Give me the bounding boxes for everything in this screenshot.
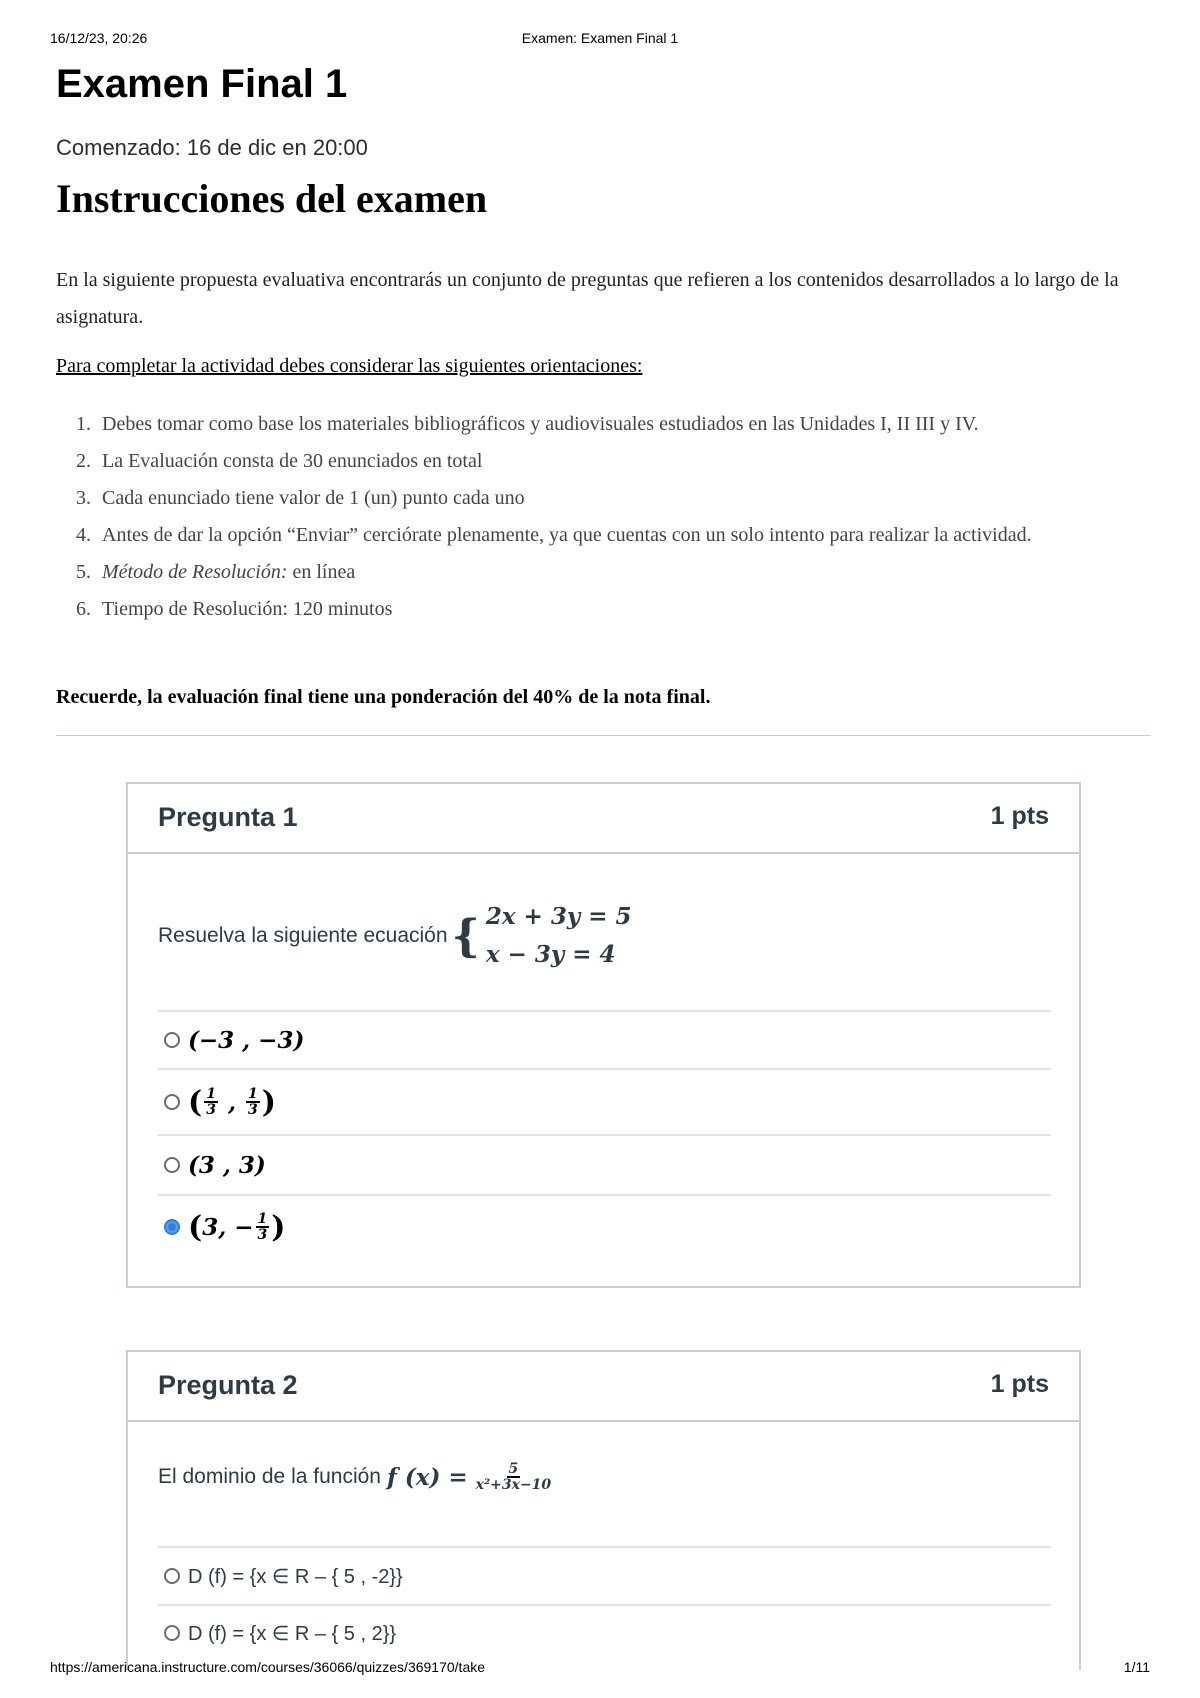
question-points: 1 pts: [990, 802, 1049, 830]
list-item: 1. Debes tomar como base los materiales bibliográficos y audiovisuales estudiados en las Unidades I, II III y IV.: [76, 413, 979, 435]
divider: [56, 735, 1151, 736]
answer-label: D (f) = {x ∈ R – { 5 , 2}}: [188, 1622, 397, 1645]
reminder-text: Recuerde, la evaluación final tiene una ponderación del 40% de la nota final.: [56, 686, 711, 708]
instructions-title: Instrucciones del examen: [56, 176, 488, 221]
answer-option[interactable]: [158, 1604, 1051, 1660]
print-doc-title: Examen: Examen Final 1: [521, 30, 679, 46]
answer-label: (−3 , −3): [188, 1026, 305, 1054]
orientations-heading: Para completar la actividad debes considerar las siguientes orientaciones:: [56, 355, 643, 377]
radio-button[interactable]: [164, 1032, 180, 1048]
question-header: [128, 784, 1079, 854]
question-prompt: Resuelva la siguiente ecuación { 2x + 3y = 5 x − 3y = 4: [158, 898, 632, 974]
print-url: https://americana.instructure.com/courses/36066/quizzes/369170/take: [50, 1659, 486, 1675]
list-item: 2. La Evaluación consta de 30 enunciados en total: [76, 450, 483, 472]
function-expression: f (x) = $\frac{5}{\text{x²+3x−10}}$: [386, 1461, 552, 1493]
answer-label: D (f) = {x ∈ R – { 5 , -2}}: [188, 1565, 403, 1588]
radio-button-selected[interactable]: [164, 1219, 180, 1235]
instructions-list: [56, 406, 1138, 628]
answer-option[interactable]: [158, 1546, 1051, 1604]
question-prompt: El dominio de la función f (x) = $\frac{5}{\text{x²+3x−10}}$: [158, 1461, 552, 1493]
question-header: [128, 1352, 1079, 1422]
answer-list: [158, 1546, 1051, 1660]
list-item: 3. Cada enunciado tiene valor de 1 (un) punto cada uno: [76, 487, 525, 509]
answer-list: [158, 1010, 1051, 1258]
question-title: Pregunta 1: [158, 802, 298, 832]
answer-option-selected[interactable]: [158, 1194, 1051, 1258]
equation-system: 2x + 3y = 5 x − 3y = 4: [485, 903, 632, 968]
list-item: 6. Tiempo de Resolución: 120 minutos: [76, 598, 393, 620]
answer-label: ( $\frac{1}{3}$ , $\frac{1}{3}$ ): [188, 1084, 276, 1120]
radio-button[interactable]: [164, 1157, 180, 1173]
list-item: 4. Antes de dar la opción “Enviar” cerciórate plenamente, ya que cuentas con un solo intento para realizar la actividad.: [76, 524, 1032, 546]
page-title: Examen Final 1: [56, 62, 348, 106]
print-page-number: 1/11: [1123, 1659, 1150, 1675]
answer-option[interactable]: [158, 1134, 1051, 1194]
instructions-intro: En la siguiente propuesta evaluativa encontrarás un conjunto de preguntas que refieren a los contenidos desarrollados a lo largo de la asignatura.: [56, 269, 1119, 328]
answer-option[interactable]: [158, 1010, 1051, 1068]
question-card: [126, 782, 1081, 1288]
answer-label: (3 , 3): [188, 1151, 266, 1179]
answer-option[interactable]: [158, 1068, 1051, 1134]
radio-button[interactable]: [164, 1094, 180, 1110]
print-datetime: 16/12/23, 20:26: [50, 30, 148, 46]
answer-label: ( 3, − $\frac{1}{3}$ ): [188, 1209, 286, 1245]
brace-symbol: {: [451, 910, 480, 962]
radio-button[interactable]: [164, 1625, 180, 1641]
list-item: 5. Método de Resolución: en línea: [76, 561, 356, 583]
question-title: Pregunta 2: [158, 1370, 298, 1400]
radio-button[interactable]: [164, 1568, 180, 1584]
question-points: 1 pts: [990, 1370, 1049, 1398]
started-timestamp: Comenzado: 16 de dic en 20:00: [56, 135, 368, 160]
question-card: [126, 1350, 1081, 1670]
